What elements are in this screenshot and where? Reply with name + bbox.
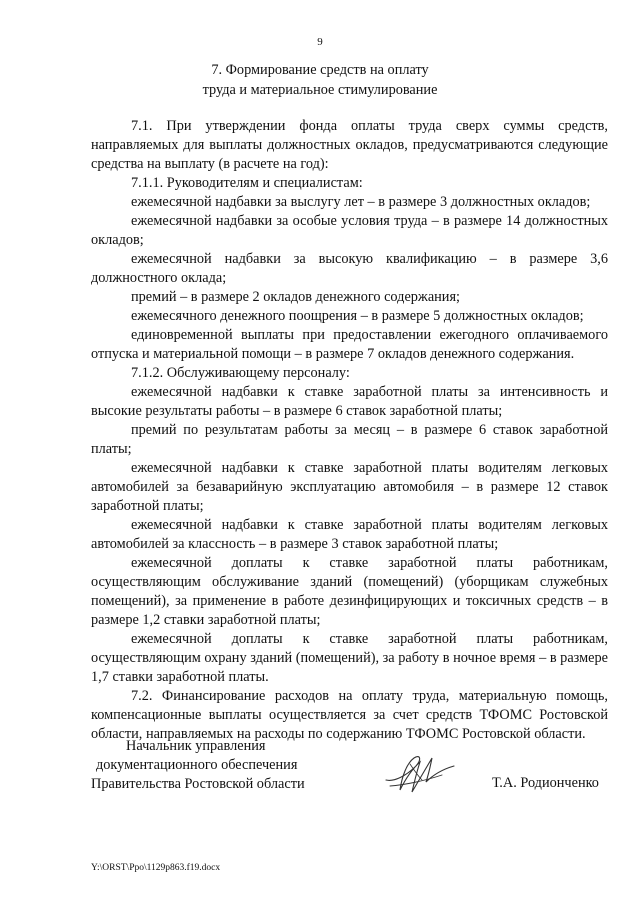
page-number: 9 — [317, 36, 323, 48]
paragraph-item: ежемесячной надбавки к ставке заработной платы водителям легковых автомобилей за классность – в размере 3 ставок заработной платы; — [91, 517, 608, 552]
section-title-line1: 7. Формирование средств на оплату — [211, 62, 429, 78]
signatory-title-line3: Правительства Ростовской области — [91, 776, 305, 792]
paragraph-item: ежемесячной надбавки к ставке заработной платы водителям легковых автомобилей за безаварийную эксплуатацию автомобиля – в размере 12 ставок заработной платы; — [91, 460, 608, 514]
paragraph-7-1-1: 7.1.1. Руководителям и специалистам: — [131, 175, 363, 191]
paragraph-item: ежемесячной доплаты к ставке заработной платы работникам, осуществляющим обслуживание зданий (помещений) (уборщикам служебных помещений), за применение в работе дезинфицирующих и токсичных средств – в размере 1,2 ставки заработной платы; — [91, 555, 608, 628]
paragraph-item: ежемесячной надбавки за высокую квалификацию – в размере 3,6 должностного оклада; — [91, 251, 608, 286]
handwritten-signature — [380, 746, 460, 798]
paragraph-item: ежемесячной доплаты к ставке заработной платы работникам, осуществляющим охрану зданий (помещений), за работу в ночное время – в размере 1,7 ставки заработной платы. — [91, 631, 608, 685]
paragraph-item: премий – в размере 2 окладов денежного содержания; — [131, 289, 461, 305]
paragraph-7-2: 7.2. Финансирование расходов на оплату труда, материальную помощь, компенсационные выплаты осуществляется за счет средств ТФОМС Ростовской области, направляемых на расходы по содержанию ТФОМС Ростовской области. — [91, 688, 608, 742]
paragraph-item: ежемесячной надбавки за выслугу лет – в размере 3 должностных окладов; — [131, 194, 591, 210]
document-body — [91, 117, 608, 744]
paragraph-item: премий по результатам работы за месяц – в размере 6 ставок заработной платы; — [91, 422, 608, 457]
signatory-title-line1: Начальник управления — [126, 738, 266, 754]
section-title-line2: труда и материальное стимулирование — [202, 82, 438, 98]
paragraph-item: ежемесячного денежного поощрения – в размере 5 должностных окладов; — [131, 308, 584, 324]
section-title — [0, 60, 640, 100]
paragraph-item: ежемесячной надбавки к ставке заработной платы за интенсивность и высокие результаты работы – в размере 6 ставок заработной платы; — [91, 384, 608, 419]
footer-file-path: Y:\ORST\Ppo\1129p863.f19.docx — [91, 863, 221, 873]
signatory-title — [91, 737, 305, 794]
paragraph-7-1-2: 7.1.2. Обслуживающему персоналу: — [131, 365, 350, 381]
paragraph-item: единовременной выплаты при предоставлении ежегодного оплачиваемого отпуска и материальной помощи – в размере 7 окладов денежного содержания. — [91, 327, 608, 362]
signatory-title-line2: документационного обеспечения — [96, 757, 298, 773]
paragraph-7-1: 7.1. При утверждении фонда оплаты труда сверх суммы средств, направляемых для выплаты должностных окладов, предусматриваются следующие средства на выплату (в расчете на год): — [91, 118, 608, 172]
paragraph-item: ежемесячной надбавки за особые условия труда – в размере 14 должностных окладов; — [91, 213, 608, 248]
signatory-name: Т.А. Родионченко — [492, 775, 599, 791]
